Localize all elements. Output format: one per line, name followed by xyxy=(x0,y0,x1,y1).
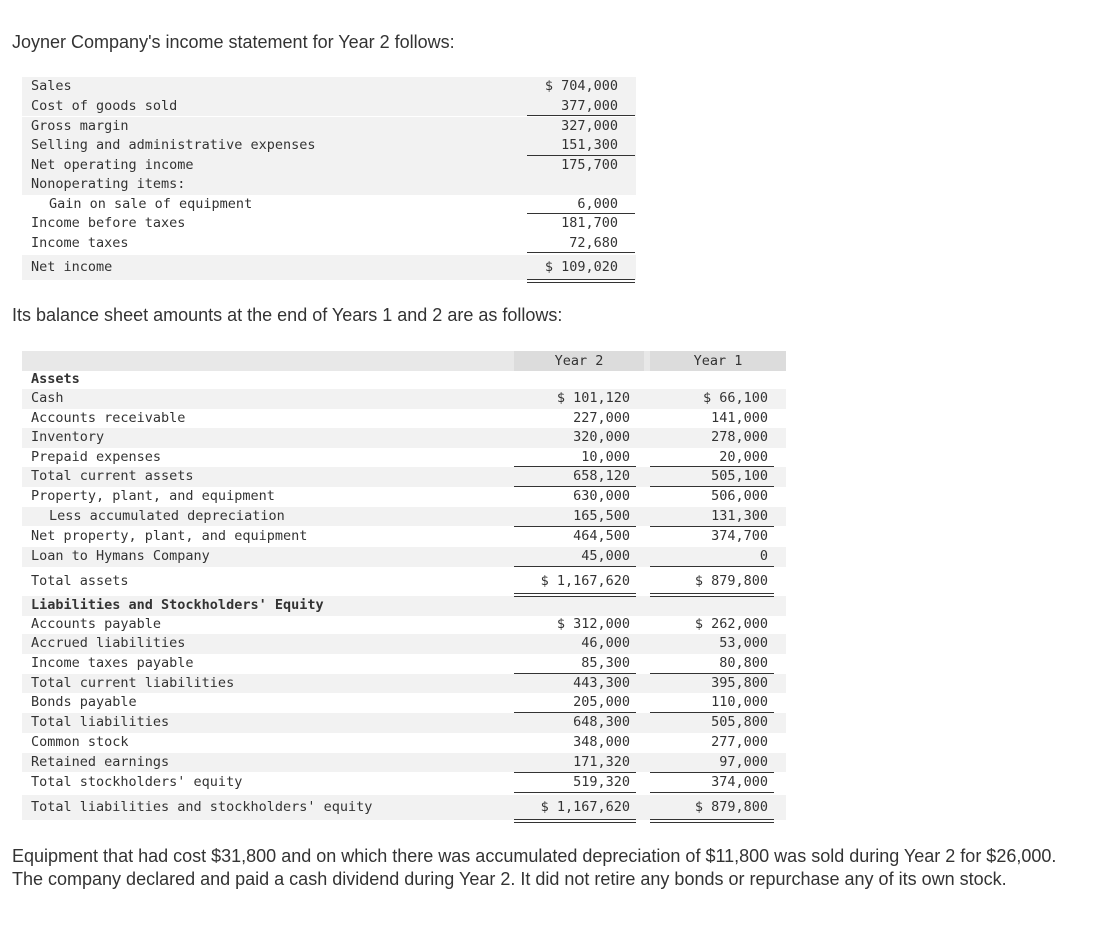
bs-label: Loan to Hymans Company xyxy=(31,548,210,564)
is-underline xyxy=(527,252,635,253)
bs-row-prepaid-expenses xyxy=(22,448,786,468)
bs-year2-value: 648,300 xyxy=(573,714,630,730)
bs-label: Accrued liabilities xyxy=(31,635,186,651)
bs-label: Less accumulated depreciation xyxy=(49,507,285,524)
bs-year1-value: 80,800 xyxy=(719,655,768,671)
bs-underline xyxy=(514,792,636,793)
bs-double-underline xyxy=(514,822,636,823)
bs-row-accumulated-depreciation xyxy=(22,507,786,527)
bs-label: Cash xyxy=(31,390,64,406)
is-double-underline xyxy=(527,279,635,280)
bs-year2-value: 320,000 xyxy=(573,429,630,445)
bs-year1-value: $ 879,800 xyxy=(694,573,768,589)
bs-row-total-assets xyxy=(22,569,786,594)
bs-underline xyxy=(650,526,774,527)
bs-label: Retained earnings xyxy=(31,753,170,770)
is-label: Cost of goods sold xyxy=(31,97,178,114)
is-value: 327,000 xyxy=(561,117,618,134)
is-row-income-before-taxes xyxy=(22,214,636,234)
is-label: Net income xyxy=(31,259,113,275)
is-row-net-income xyxy=(22,255,636,280)
bs-label: Total assets xyxy=(31,573,129,589)
bs-row-common-stock xyxy=(22,733,786,753)
bs-year1-value: 395,800 xyxy=(711,674,768,691)
bs-year1-value: 505,100 xyxy=(711,468,768,484)
bs-row-assets-heading xyxy=(22,370,786,390)
bs-year2-value: 85,300 xyxy=(581,655,630,671)
bs-year1-value: 20,000 xyxy=(719,448,768,465)
bs-year2-value: 443,300 xyxy=(573,674,630,691)
bs-year1-value: 277,000 xyxy=(711,734,768,750)
bs-row-income-taxes-payable xyxy=(22,654,786,674)
bs-label: Inventory xyxy=(31,429,105,445)
bs-underline xyxy=(650,566,774,567)
bs-section-heading: Assets xyxy=(31,371,80,387)
is-value: 72,680 xyxy=(569,234,618,251)
is-label: Nonoperating items: xyxy=(31,176,186,192)
bs-double-underline xyxy=(650,593,774,594)
bs-row-retained-earnings xyxy=(22,753,786,773)
bs-double-underline xyxy=(650,596,774,597)
bs-row-ppe xyxy=(22,487,786,507)
balance-sheet-intro: Its balance sheet amounts at the end of Years 1 and 2 are as follows: xyxy=(12,305,563,325)
is-value: 151,300 xyxy=(561,137,618,153)
bs-label: Total current liabilities xyxy=(31,674,235,691)
bs-label: Total liabilities and stockholders' equity xyxy=(31,799,373,815)
bs-year1-value: $ 879,800 xyxy=(694,799,768,815)
is-value: $ 109,020 xyxy=(544,259,618,275)
bs-col-year1: Year 1 xyxy=(650,351,786,371)
bs-year2-value: $ 1,167,620 xyxy=(540,573,630,589)
is-label: Gain on sale of equipment xyxy=(49,195,253,212)
bs-double-underline xyxy=(514,819,636,820)
bs-double-underline xyxy=(514,596,636,597)
bs-row-total-current-liabilities xyxy=(22,674,786,694)
is-value: 6,000 xyxy=(577,195,618,212)
is-underline xyxy=(527,115,635,116)
bs-underline xyxy=(650,772,774,773)
is-underline xyxy=(527,213,635,214)
bs-underline xyxy=(650,673,774,674)
bs-underline xyxy=(514,712,636,713)
bs-label: Income taxes payable xyxy=(31,655,194,671)
bs-underline xyxy=(514,526,636,527)
bs-row-loan-to-hymans xyxy=(22,547,786,567)
bs-year1-value: 374,000 xyxy=(711,773,768,790)
bs-row-liabilities-heading xyxy=(22,596,786,616)
bs-underline xyxy=(514,673,636,674)
bs-row-accounts-payable xyxy=(22,615,786,635)
bs-year2-value: 227,000 xyxy=(573,409,630,426)
bs-year1-value: 141,000 xyxy=(711,409,768,426)
bs-year2-value: 519,320 xyxy=(573,773,630,790)
is-underline xyxy=(527,155,635,156)
bs-label: Common stock xyxy=(31,734,129,750)
is-label: Income taxes xyxy=(31,234,129,251)
bs-year2-value: 171,320 xyxy=(573,753,630,770)
bs-year2-value: 45,000 xyxy=(581,548,630,564)
bs-year1-value: 131,300 xyxy=(711,507,768,524)
bs-year1-value: 278,000 xyxy=(711,429,768,445)
is-row-cogs xyxy=(22,97,636,117)
is-value: $ 704,000 xyxy=(544,78,618,94)
bs-underline xyxy=(514,486,636,487)
bs-year2-value: 348,000 xyxy=(573,734,630,750)
bs-double-underline xyxy=(650,819,774,820)
bs-underline xyxy=(650,486,774,487)
bs-underline xyxy=(650,792,774,793)
bs-year2-value: 165,500 xyxy=(573,507,630,524)
bs-row-total-liabilities xyxy=(22,713,786,733)
is-label: Income before taxes xyxy=(31,215,186,231)
bs-col-year2: Year 2 xyxy=(514,351,644,371)
bs-label: Property, plant, and equipment xyxy=(31,488,275,504)
bs-label: Total current assets xyxy=(31,468,194,484)
footer-paragraph: Equipment that had cost $31,800 and on which there was accumulated depreciation of $11,800 was sold during Year 2 for $26,000. The company declared and paid a cash dividend during Year 2. It did not retire any bonds or repurchase any of its own stock. xyxy=(12,846,1057,889)
bs-underline xyxy=(514,466,636,467)
bs-row-net-ppe xyxy=(22,527,786,547)
bs-row-total-current-assets xyxy=(22,467,786,487)
bs-year1-value: 97,000 xyxy=(719,753,768,770)
bs-year2-value: 46,000 xyxy=(581,635,630,651)
bs-year2-value: 464,500 xyxy=(573,528,630,544)
bs-row-total-liabilities-equity xyxy=(22,795,786,820)
bs-year1-value: $ 66,100 xyxy=(702,390,768,406)
bs-year2-value: 658,120 xyxy=(573,468,630,484)
bs-section-heading: Liabilities and Stockholders' Equity xyxy=(31,597,324,613)
bs-year2-value: 630,000 xyxy=(573,488,630,504)
bs-year1-value: 0 xyxy=(759,548,768,564)
is-row-net-operating-income xyxy=(22,156,636,176)
income-statement-intro: Joyner Company's income statement for Year 2 follows: xyxy=(12,32,455,52)
is-row-selling-admin xyxy=(22,136,636,156)
bs-label: Net property, plant, and equipment xyxy=(31,528,308,544)
bs-year2-value: $ 312,000 xyxy=(556,616,630,632)
is-value: 181,700 xyxy=(561,215,618,231)
bs-label: Bonds payable xyxy=(31,694,137,710)
bs-label: Accounts receivable xyxy=(31,409,186,426)
bs-year1-value: 506,000 xyxy=(711,488,768,504)
is-value: 175,700 xyxy=(561,156,618,173)
bs-year1-value: $ 262,000 xyxy=(694,616,768,632)
bs-row-cash xyxy=(22,389,786,409)
bs-year2-value: $ 1,167,620 xyxy=(540,799,630,815)
bs-underline xyxy=(650,466,774,467)
is-double-underline xyxy=(527,282,635,283)
is-row-nonoperating xyxy=(22,175,636,195)
is-value: 377,000 xyxy=(561,97,618,114)
is-row-income-taxes xyxy=(22,234,636,254)
bs-label: Prepaid expenses xyxy=(31,448,162,465)
is-label: Gross margin xyxy=(31,117,129,134)
bs-row-accrued-liabilities xyxy=(22,634,786,654)
bs-double-underline xyxy=(514,593,636,594)
bs-row-inventory xyxy=(22,428,786,448)
is-label: Sales xyxy=(31,78,72,94)
bs-year2-value: 10,000 xyxy=(581,448,630,465)
bs-double-underline xyxy=(650,822,774,823)
bs-year2-value: 205,000 xyxy=(573,694,630,710)
bs-year1-value: 505,800 xyxy=(711,714,768,730)
is-label: Net operating income xyxy=(31,156,194,173)
is-row-gross-margin xyxy=(22,117,636,137)
bs-underline xyxy=(514,772,636,773)
bs-row-bonds-payable xyxy=(22,693,786,713)
is-row-sales xyxy=(22,77,636,97)
bs-row-total-stockholders-equity xyxy=(22,773,786,793)
bs-label: Accounts payable xyxy=(31,616,162,632)
is-row-gain-on-sale xyxy=(22,195,636,215)
bs-year2-value: $ 101,120 xyxy=(556,390,630,406)
bs-year1-value: 374,700 xyxy=(711,528,768,544)
bs-label: Total liabilities xyxy=(31,714,170,730)
bs-underline xyxy=(650,712,774,713)
bs-row-accounts-receivable xyxy=(22,409,786,429)
bs-underline xyxy=(514,566,636,567)
bs-year1-value: 110,000 xyxy=(711,694,768,710)
bs-year1-value: 53,000 xyxy=(719,635,768,651)
bs-label: Total stockholders' equity xyxy=(31,773,243,790)
is-label: Selling and administrative expenses xyxy=(31,137,316,153)
